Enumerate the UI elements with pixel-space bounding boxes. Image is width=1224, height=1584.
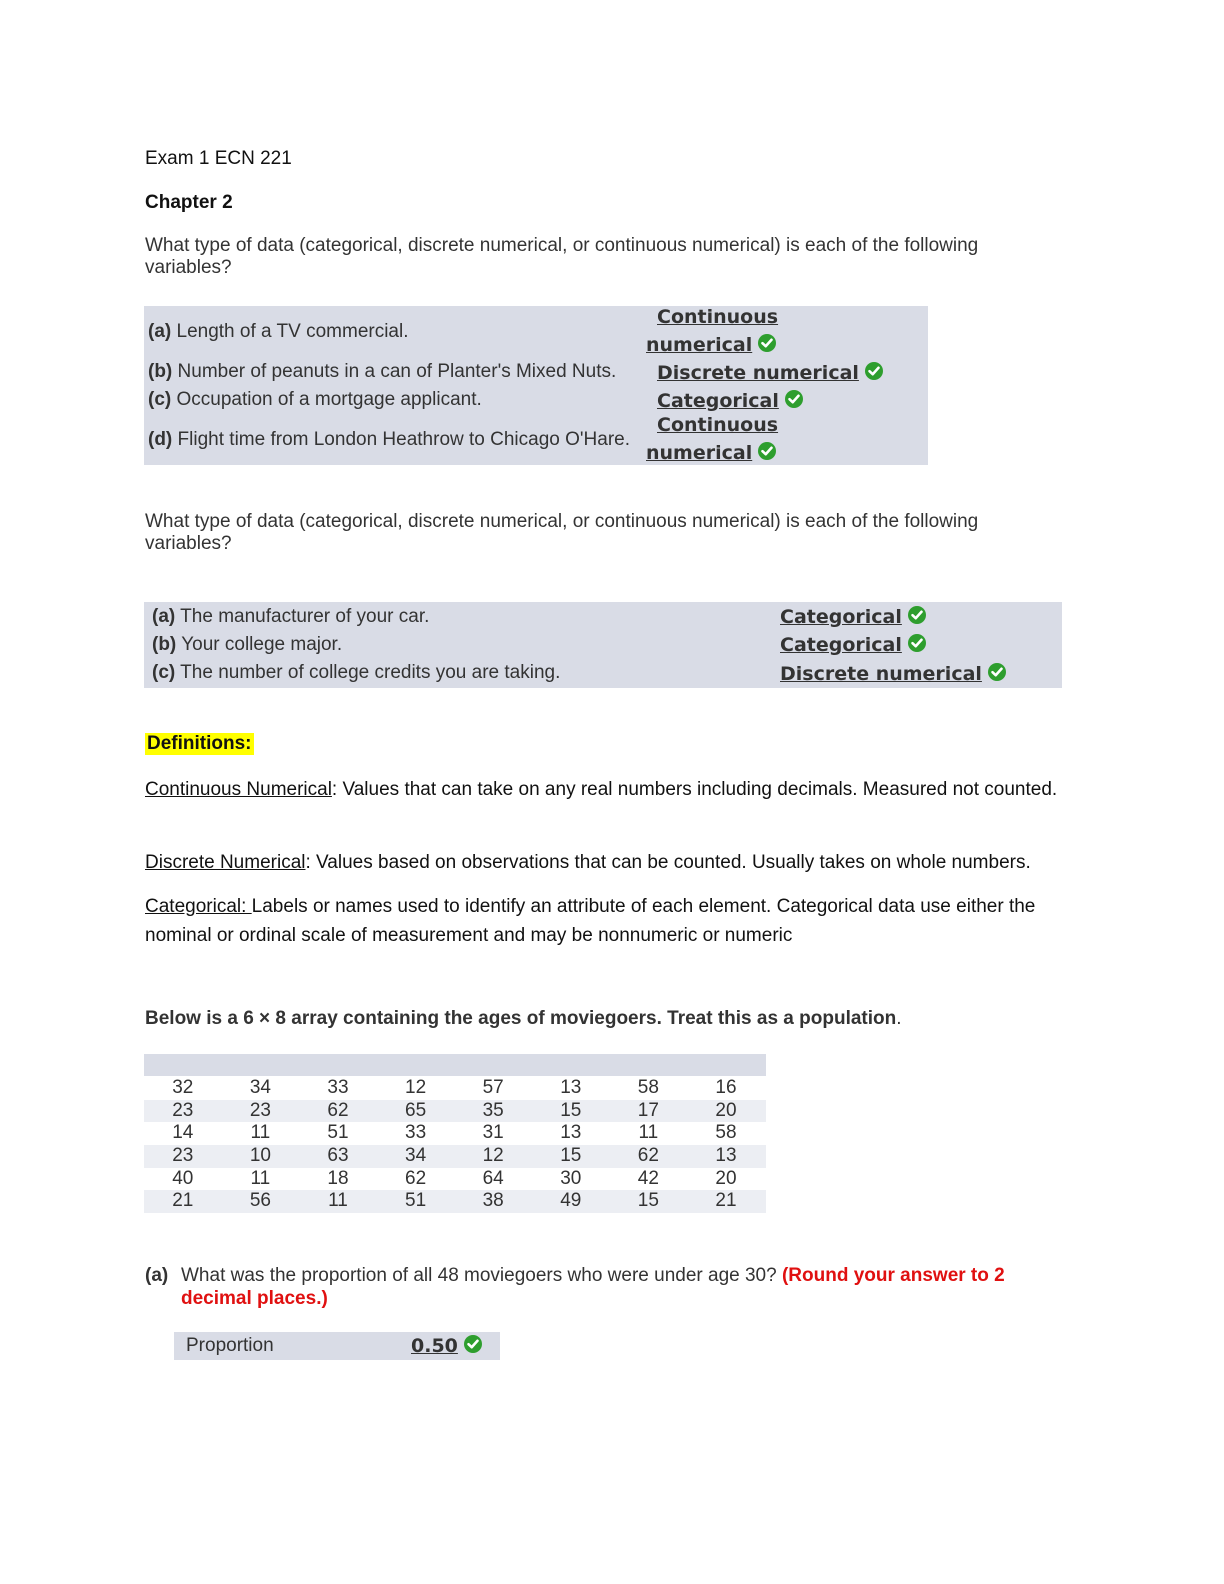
question-2-panel	[144, 602, 1062, 688]
table-row	[144, 1145, 766, 1168]
table-row	[144, 1168, 766, 1191]
table-cell: 31	[482, 1122, 504, 1144]
table-cell: 12	[405, 1077, 427, 1098]
definitions-heading: Definitions:	[147, 733, 252, 754]
check-icon	[988, 663, 1006, 681]
table-cell: 33	[405, 1122, 427, 1144]
table-row	[144, 1100, 766, 1123]
question-1-panel	[144, 306, 928, 465]
table-cell: 20	[715, 1167, 737, 1189]
q1-answer-b-wrap	[657, 362, 883, 384]
q2-item-a: (a) The manufacturer of your car.	[152, 606, 430, 627]
q2-answer-c[interactable]: Discrete numerical	[780, 663, 982, 685]
definition-discrete	[145, 848, 1075, 877]
table-cell: 35	[482, 1099, 504, 1121]
check-icon	[464, 1335, 482, 1353]
q1-item-b: (b) Number of peanuts in a can of Planter's Mixed Nuts.	[148, 361, 617, 382]
q1-answer-c-wrap	[657, 390, 803, 412]
q1-answer-d-line1[interactable]: Continuous	[657, 414, 779, 436]
q1-answer-c[interactable]: Categorical	[657, 390, 779, 412]
table-cell: 62	[405, 1167, 427, 1189]
array-intro: Below is a 6 × 8 array containing the ages of moviegoers. Treat this as a population.	[145, 1008, 902, 1029]
check-icon	[865, 362, 883, 380]
q2-answer-b-wrap	[780, 634, 926, 656]
check-icon	[908, 634, 926, 652]
table-cell: 11	[328, 1190, 348, 1212]
proportion-value-wrap	[411, 1335, 482, 1357]
table-cell: 15	[637, 1190, 659, 1212]
table-cell: 57	[482, 1077, 504, 1098]
question-1-prompt: What type of data (categorical, discrete numerical, or continuous numerical) is each of the following variables?	[145, 235, 979, 278]
proportion-label: Proportion	[186, 1335, 274, 1356]
categorical-text: Labels or names used to identify an attribute of each element. Categorical data use either the nominal or ordinal scale of measurement and may be nonnumeric or numeric	[145, 896, 1036, 946]
table-cell: 10	[249, 1145, 271, 1167]
table-cell: 23	[172, 1145, 194, 1167]
ages-array-table	[144, 1077, 766, 1213]
q2-item-c: (c) The number of college credits you are taking.	[152, 662, 561, 683]
table-cell: 23	[249, 1099, 271, 1121]
categorical-term: Categorical:	[145, 896, 252, 917]
q2-answer-a-wrap	[780, 606, 926, 628]
table-cell: 33	[327, 1077, 349, 1098]
q1-answer-a-line1[interactable]: Continuous	[657, 306, 779, 328]
table-cell: 17	[637, 1099, 659, 1121]
table-cell: 64	[482, 1167, 504, 1189]
table-cell: 62	[327, 1099, 349, 1121]
rounding-note: (Round your answer to 2 decimal places.)	[181, 1265, 1005, 1309]
chapter-heading: Chapter 2	[145, 192, 233, 213]
table-cell: 42	[637, 1167, 659, 1189]
check-icon	[785, 390, 803, 408]
check-icon	[758, 442, 776, 460]
document-title: Exam 1 ECN 221	[145, 148, 292, 169]
table-cell: 49	[560, 1190, 582, 1212]
table-cell: 51	[327, 1122, 349, 1144]
q1-answer-a-line2[interactable]: numerical	[646, 334, 753, 356]
table-cell: 30	[560, 1167, 582, 1189]
table-cell: 23	[172, 1099, 194, 1121]
table-cell: 40	[172, 1167, 194, 1189]
q1-answer-b[interactable]: Discrete numerical	[657, 362, 859, 384]
table-cell: 34	[405, 1145, 427, 1167]
q1-answer-d-line2[interactable]: numerical	[646, 442, 753, 464]
table-cell: 38	[482, 1190, 504, 1212]
check-icon	[908, 606, 926, 624]
table-cell: 21	[715, 1190, 737, 1212]
table-cell: 20	[715, 1099, 737, 1121]
table-cell: 65	[405, 1099, 427, 1121]
question-2-prompt: What type of data (categorical, discrete numerical, or continuous numerical) is each of the following variables?	[145, 511, 979, 554]
table-cell: 15	[560, 1145, 582, 1167]
table-cell: 13	[560, 1122, 582, 1144]
table-cell: 13	[715, 1145, 737, 1167]
part-a-label: (a)	[145, 1265, 169, 1286]
q2-answer-c-wrap	[780, 663, 1006, 685]
q2-item-b: (b) Your college major.	[152, 634, 343, 655]
check-icon	[758, 334, 776, 352]
table-cell: 51	[405, 1190, 427, 1212]
table-cell: 63	[327, 1145, 349, 1167]
q1-item-d: (d) Flight time from London Heathrow to Chicago O'Hare.	[148, 429, 630, 450]
table-cell: 13	[560, 1077, 582, 1098]
q1-item-c: (c) Occupation of a mortgage applicant.	[148, 389, 482, 410]
discrete-term: Discrete Numerical	[145, 852, 306, 873]
q2-answer-a[interactable]: Categorical	[780, 606, 902, 628]
definition-categorical	[145, 892, 1075, 950]
table-cell: 18	[327, 1167, 349, 1189]
table-cell: 62	[637, 1145, 659, 1167]
table-cell: 32	[172, 1077, 194, 1098]
continuous-term: Continuous Numerical	[145, 779, 332, 800]
table-cell: 12	[482, 1145, 504, 1167]
definition-continuous	[145, 775, 1075, 804]
table-cell: 21	[172, 1190, 194, 1212]
table-row	[144, 1122, 766, 1145]
q1-item-a: (a) Length of a TV commercial.	[148, 321, 409, 342]
continuous-text: : Values that can take on any real numbers including decimals. Measured not counted.	[331, 779, 1058, 800]
table-cell: 16	[715, 1077, 737, 1098]
array-table-header	[144, 1054, 766, 1076]
part-a-text: What was the proportion of all 48 moviegoers who were under age 30? (Round your answer to 2 decimal places.)	[181, 1265, 1005, 1309]
proportion-value[interactable]: 0.50	[411, 1335, 458, 1357]
discrete-text: : Values based on observations that can be counted. Usually takes on whole numbers.	[305, 852, 1031, 873]
table-row	[144, 1077, 766, 1100]
table-cell: 58	[637, 1077, 659, 1098]
table-cell: 14	[172, 1122, 194, 1144]
table-row	[144, 1190, 766, 1213]
table-cell: 34	[249, 1077, 271, 1098]
table-cell: 11	[250, 1167, 271, 1189]
table-cell: 58	[715, 1122, 737, 1144]
q2-answer-b[interactable]: Categorical	[780, 634, 902, 656]
proportion-answer-panel	[174, 1332, 500, 1360]
table-cell: 56	[249, 1190, 271, 1212]
table-cell: 15	[560, 1099, 582, 1121]
table-cell: 11	[638, 1122, 659, 1144]
q1-answer-a-line2-wrap	[646, 334, 776, 356]
table-cell: 11	[250, 1122, 271, 1144]
q1-answer-d-line2-wrap	[646, 442, 776, 464]
